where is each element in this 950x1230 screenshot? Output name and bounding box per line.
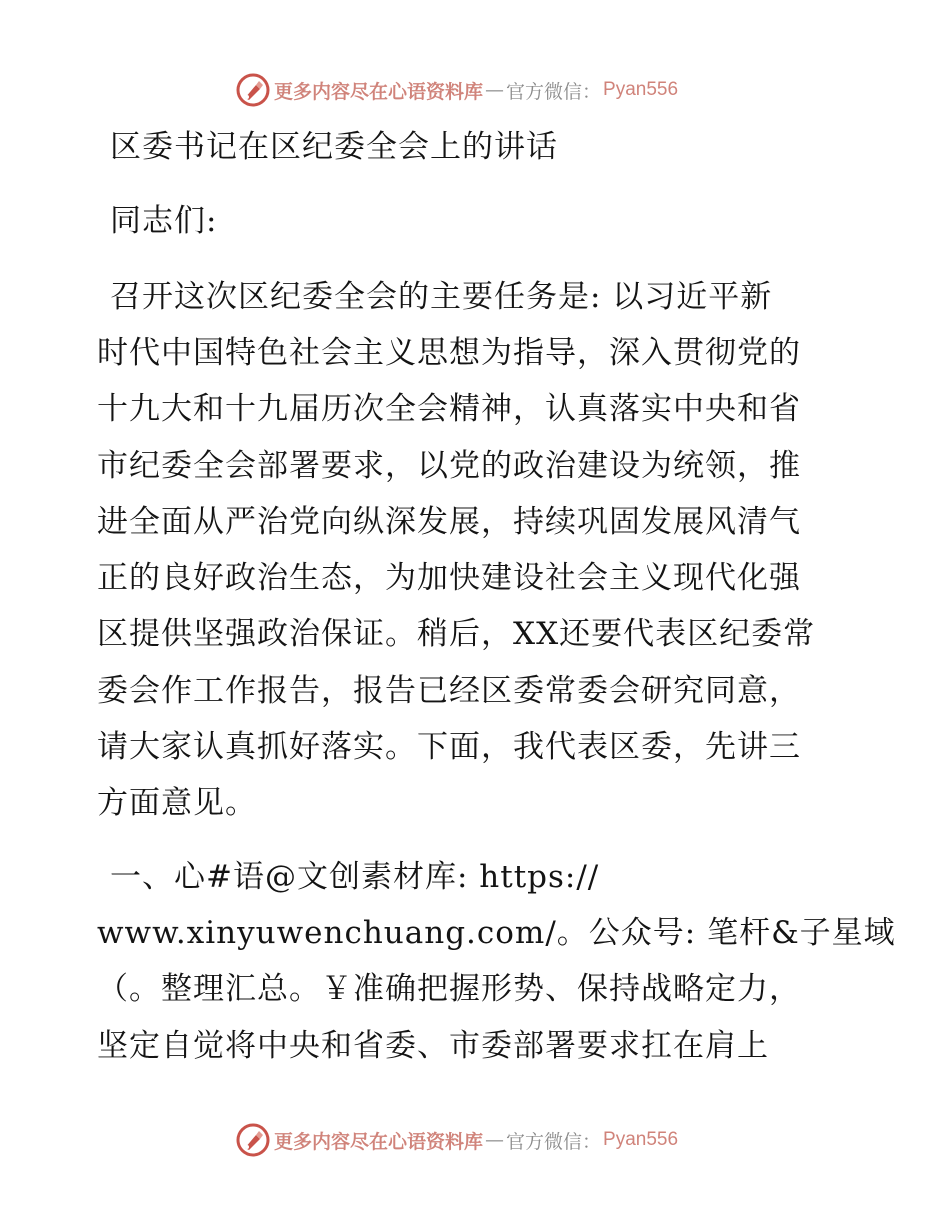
banner-dash: — [485,79,505,101]
footer-banner [236,1122,678,1158]
paragraph-line: 市纪委全会部署要求，以党的政治建设为统领，推 [97,448,801,484]
section-line: www.xinyuwenchuang.com/。公众号: 笔杆&子星域 [97,915,896,951]
header-banner [236,72,678,108]
paragraph-line: 召开这次区纪委全会的主要任务是: 以习近平新 [110,279,773,315]
paragraph-line: 正的良好政治生态，为加快建设社会主义现代化强 [97,560,801,596]
section-line: （。整理汇总。￥准确把握形势、保持战略定力， [97,971,801,1007]
paragraph-line: 进全面从严治党向纵深发展，持续巩固发展风清气 [97,504,801,540]
paragraph-line: 十九大和十九届历次全会精神，认真落实中央和省 [97,391,801,427]
paragraph-line: 时代中国特色社会主义思想为指导，深入贯彻党的 [97,335,801,371]
paragraph-line: 区提供坚强政治保证。稍后，XX还要代表区纪委常 [97,616,816,652]
paragraph-line: 请大家认真抓好落实。下面，我代表区委，先讲三 [97,729,801,765]
banner-main-text: 更多内容尽在心语资料库 [274,1130,484,1153]
document-title: 区委书记在区纪委全会上的讲话 [110,129,558,165]
section-line: 坚定自觉将中央和省委、市委部署要求扛在肩上 [97,1028,769,1064]
banner-wechat-id: Pyan556 [603,1129,679,1150]
banner-main-text: 更多内容尽在心语资料库 [274,80,484,103]
paragraph-line: 委会作工作报告，报告已经区委常委会研究同意， [97,673,801,709]
salutation: 同志们: [110,203,218,239]
banner-sub-text: 官方微信： [506,80,602,103]
pen-logo-icon [236,1123,270,1157]
banner-sub-text: 官方微信： [506,1130,602,1153]
paragraph-line: 方面意见。 [97,785,257,821]
pen-logo-icon [236,73,270,107]
section-heading-line: 一、心#语@文创素材库: https:// [110,859,600,895]
banner-wechat-id: Pyan556 [603,79,679,100]
banner-dash: — [485,1129,505,1151]
